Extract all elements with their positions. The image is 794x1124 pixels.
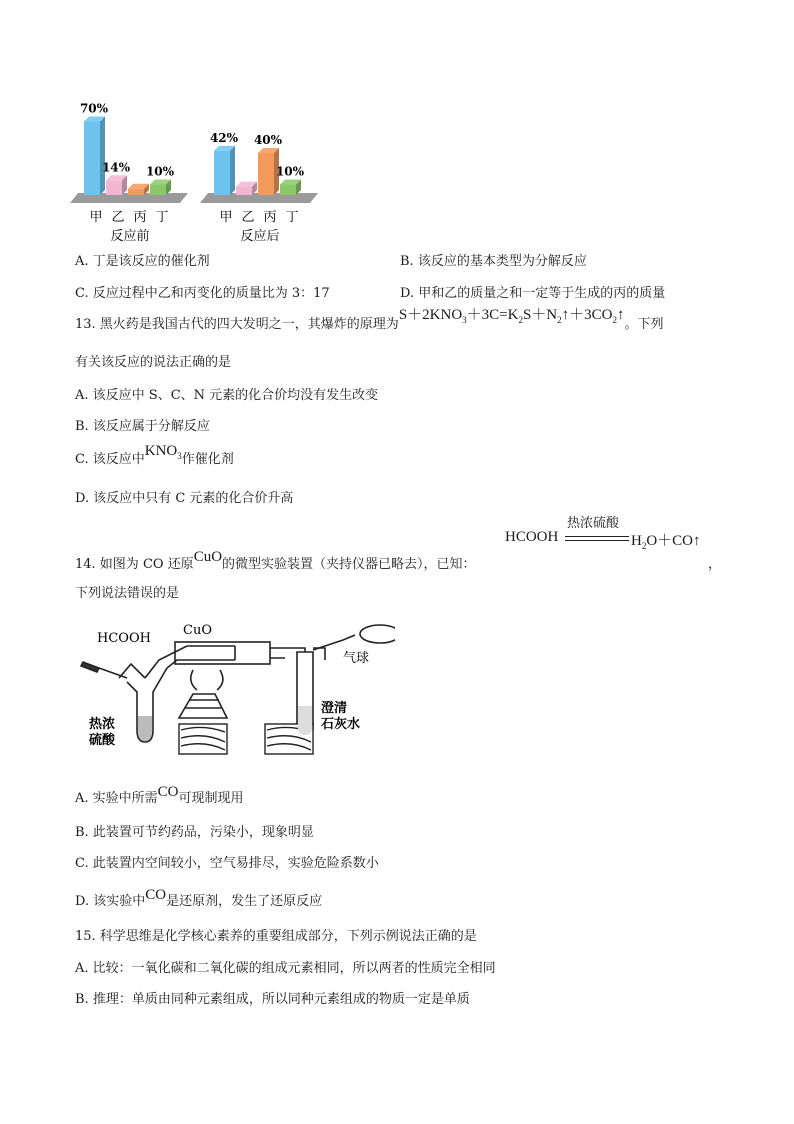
q14-stem-comma: ， — [708, 557, 722, 572]
co-formula: CO — [157, 784, 179, 800]
data-label: 70% — [79, 101, 109, 116]
option-c-text: C. 该反应中 — [75, 452, 145, 467]
tick-label: 甲 — [89, 210, 103, 225]
tick-label: 丙 — [263, 210, 277, 225]
formula-part: KNO — [144, 443, 178, 459]
option-a-text-post: 可现制现用 — [178, 791, 244, 806]
q15-stem: 15. 科学思维是化学核心素养的重要组成部分，下列示例说法正确的是 — [75, 929, 477, 944]
label-lime-2: 石灰水 — [321, 717, 361, 732]
option-c-text-post: 作催化剂 — [181, 452, 234, 467]
tick-label: 丁 — [155, 210, 169, 225]
data-label: 14% — [101, 160, 131, 175]
chart-before — [70, 102, 188, 245]
tick-label: 乙 — [241, 210, 255, 225]
q14-stem-line2: 下列说法错误的是 — [75, 586, 180, 601]
bar-side — [100, 117, 105, 196]
bar — [214, 151, 230, 195]
label-acid-1: 热浓 — [89, 717, 116, 732]
q13-stem-line2: 有关该反应的说法正确的是 — [75, 355, 232, 370]
bar — [106, 180, 122, 195]
apparatus-diagram — [75, 620, 395, 760]
bar-side — [230, 146, 235, 195]
bar-charts — [60, 90, 320, 250]
q13-option-d[interactable]: D. 该反应中只有 C 元素的化合价升高 — [75, 491, 294, 506]
formula-part: O＋CO↑ — [646, 533, 701, 549]
q13-option-b[interactable]: B. 该反应属于分解反应 — [75, 419, 210, 434]
data-label: 10% — [145, 164, 175, 179]
data-label: 40% — [253, 133, 283, 147]
option-a-text: A. 实验中所需 — [75, 791, 158, 806]
q12-option-d[interactable]: D. 甲和乙的质量之和一定等于生成的丙的质量 — [400, 286, 666, 301]
bar — [84, 122, 100, 196]
q12-option-b[interactable]: B. 该反应的基本类型为分解反应 — [400, 254, 587, 269]
q13-option-c[interactable] — [75, 443, 234, 469]
label-cuo: CuO — [183, 623, 212, 638]
q14-option-c[interactable]: C. 此装置内空间较小，空气易排尽，实验危险系数小 — [75, 856, 379, 871]
label-balloon: 气球 — [343, 651, 370, 666]
formula-sub: 3 — [462, 315, 467, 325]
q14-stem-pre: 14. 如图为 CO 还原 — [75, 557, 194, 572]
kno3-formula — [145, 443, 182, 459]
label-hcooh: HCOOH — [97, 631, 151, 646]
tick-label: 丙 — [133, 210, 147, 225]
reaction-condition: 热浓硫酸 — [567, 516, 620, 531]
label-lime-1: 澄清 — [321, 701, 348, 716]
q13-stem-suffix: 。下列 — [624, 317, 664, 332]
q13-stem-prefix: 13. 黑火药是我国古代的四大发明之一，其爆炸的原理为 — [75, 317, 399, 332]
q14-option-a[interactable] — [75, 784, 244, 807]
bar — [236, 187, 252, 195]
data-label: 10% — [275, 164, 305, 179]
tick-label: 丁 — [285, 210, 299, 225]
axis-label: 反应前 — [110, 229, 150, 244]
formula-sub: 3 — [177, 451, 182, 461]
formula-part: ↑ — [617, 307, 625, 323]
bar — [128, 189, 144, 195]
bar — [258, 153, 274, 195]
q15-option-a[interactable]: A. 比较：一氧化碳和二氧化碳的组成元素相同，所以两者的性质完全相同 — [75, 961, 496, 976]
q14-reaction — [505, 512, 715, 552]
q13-reaction-formula — [399, 307, 625, 323]
q14-option-b[interactable]: B. 此装置可节约药品，污染小，现象明显 — [75, 825, 314, 840]
reaction-double-line — [565, 536, 629, 541]
formula-sub: 2 — [557, 315, 562, 325]
formula-sub: 2 — [518, 315, 523, 325]
q13-option-a[interactable]: A. 该反应中 S、C、N 元素的化合价均没有发生改变 — [75, 388, 379, 403]
q12-option-a[interactable]: A. 丁是该反应的催化剂 — [75, 254, 210, 269]
tick-label: 乙 — [111, 210, 125, 225]
option-d-text-post: 是还原剂，发生了还原反应 — [166, 894, 323, 909]
formula-part: S＋N — [522, 307, 558, 323]
reaction-products — [631, 529, 701, 551]
formula-part: H — [631, 533, 642, 549]
q14-option-d[interactable] — [75, 887, 323, 910]
q14-stem — [75, 549, 476, 573]
co-formula: CO — [145, 887, 167, 903]
reaction-reactant: HCOOH — [505, 529, 559, 545]
q14-stem-post: 的微型实验装置（夹持仪器已略去），已知： — [222, 557, 476, 572]
bar — [150, 185, 166, 196]
formula-part: ↑＋3CO — [561, 307, 613, 323]
formula-part: ＋3C=K — [466, 307, 519, 323]
q13-stem — [75, 307, 664, 334]
formula-sub: 2 — [641, 541, 647, 551]
chart-after — [200, 131, 318, 244]
tick-label: 甲 — [219, 210, 233, 225]
q15-option-b[interactable]: B. 推理：单质由同种元素组成，所以同种元素组成的物质一定是单质 — [75, 992, 470, 1007]
data-label: 42% — [209, 130, 239, 145]
axis-label: 反应后 — [240, 229, 280, 244]
label-acid-2: 硫酸 — [89, 733, 116, 748]
formula-part: S＋2KNO — [398, 307, 463, 323]
option-d-text: D. 该实验中 — [75, 894, 146, 909]
bar — [280, 185, 296, 196]
cuo-formula: CuO — [193, 549, 223, 565]
q12-option-c[interactable]: C. 反应过程中乙和丙变化的质量比为 3：17 — [75, 286, 330, 301]
formula-sub: 2 — [612, 315, 617, 325]
